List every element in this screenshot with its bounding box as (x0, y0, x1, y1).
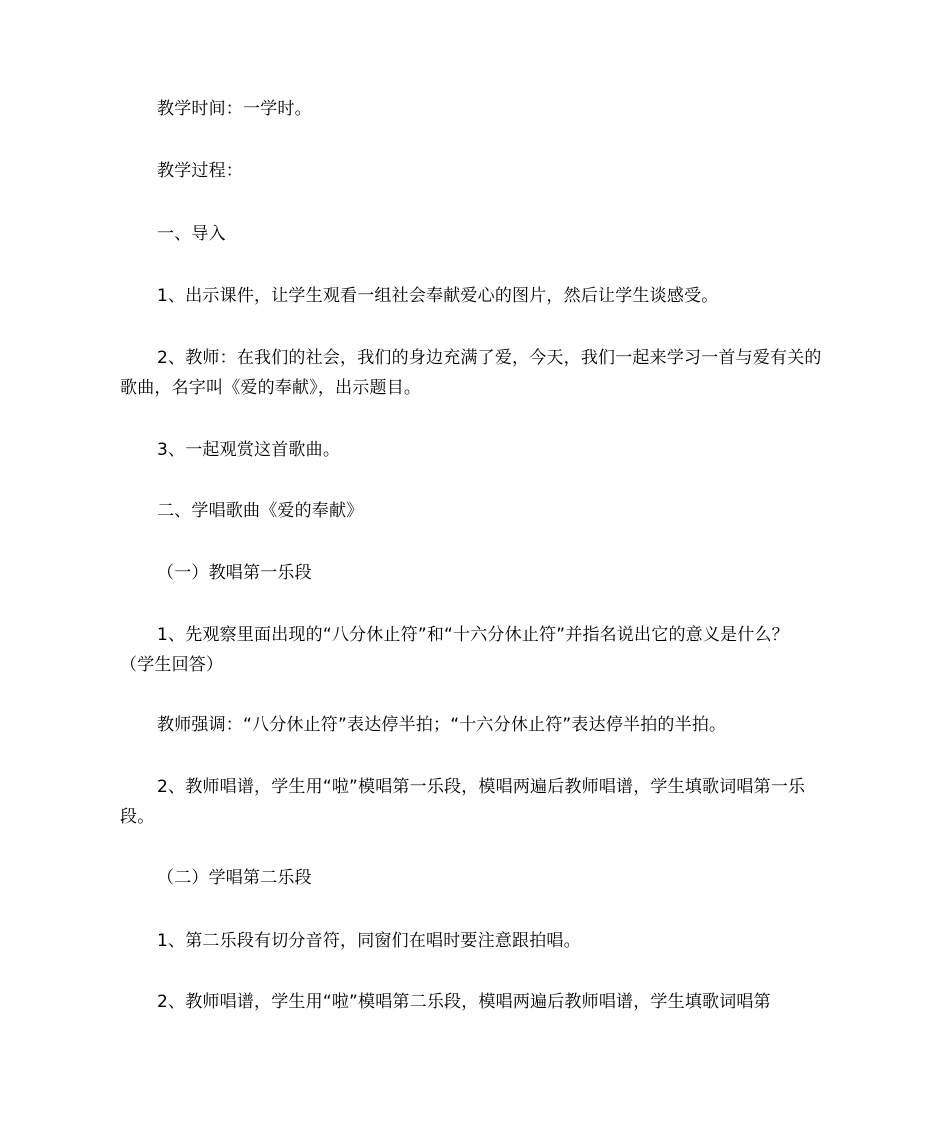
subsection-one-step-1: 1、先观察里面出现的“八分休止符”和“十六分休止符”并指名说出它的意义是什么？（学生回答） (120, 625, 789, 675)
intro-step-3: 3、一起观赏这首歌曲。 (157, 440, 341, 460)
teaching-process-heading: 教学过程： (157, 161, 243, 181)
section-two-heading: 二、学唱歌曲《爱的奉献》 (157, 501, 364, 521)
subsection-one-heading: （一）教唱第一乐段 (157, 563, 312, 583)
intro-step-2: 2、教师：在我们的社会，我们的身边充满了爱，今天，我们一起来学习一首与爱有关的歌曲，名字叫《爱的奉献》，出示题目。 (120, 348, 822, 398)
subsection-two-heading: （二）学唱第二乐段 (157, 868, 312, 888)
section-one-heading: 一、导入 (157, 224, 226, 244)
subsection-one-step-2: 2、教师唱谱，学生用“啦”模唱第一乐段，模唱两遍后教师唱谱，学生填歌词唱第一乐段。 (120, 777, 806, 827)
teacher-emphasis-paragraph: 教师强调：“八分休止符”表达停半拍；“十六分休止符”表达停半拍的半拍。 (157, 715, 727, 735)
subsection-two-step-2: 2、教师唱谱，学生用“啦”模唱第二乐段，模唱两遍后教师唱谱，学生填歌词唱第 (157, 992, 771, 1012)
intro-step-1: 1、出示课件，让学生观看一组社会奉献爱心的图片，然后让学生谈感受。 (157, 286, 719, 306)
subsection-two-step-1: 1、第二乐段有切分音符，同窗们在唱时要注意跟拍唱。 (157, 931, 581, 951)
teaching-time-paragraph: 教学时间：一学时。 (157, 99, 312, 119)
